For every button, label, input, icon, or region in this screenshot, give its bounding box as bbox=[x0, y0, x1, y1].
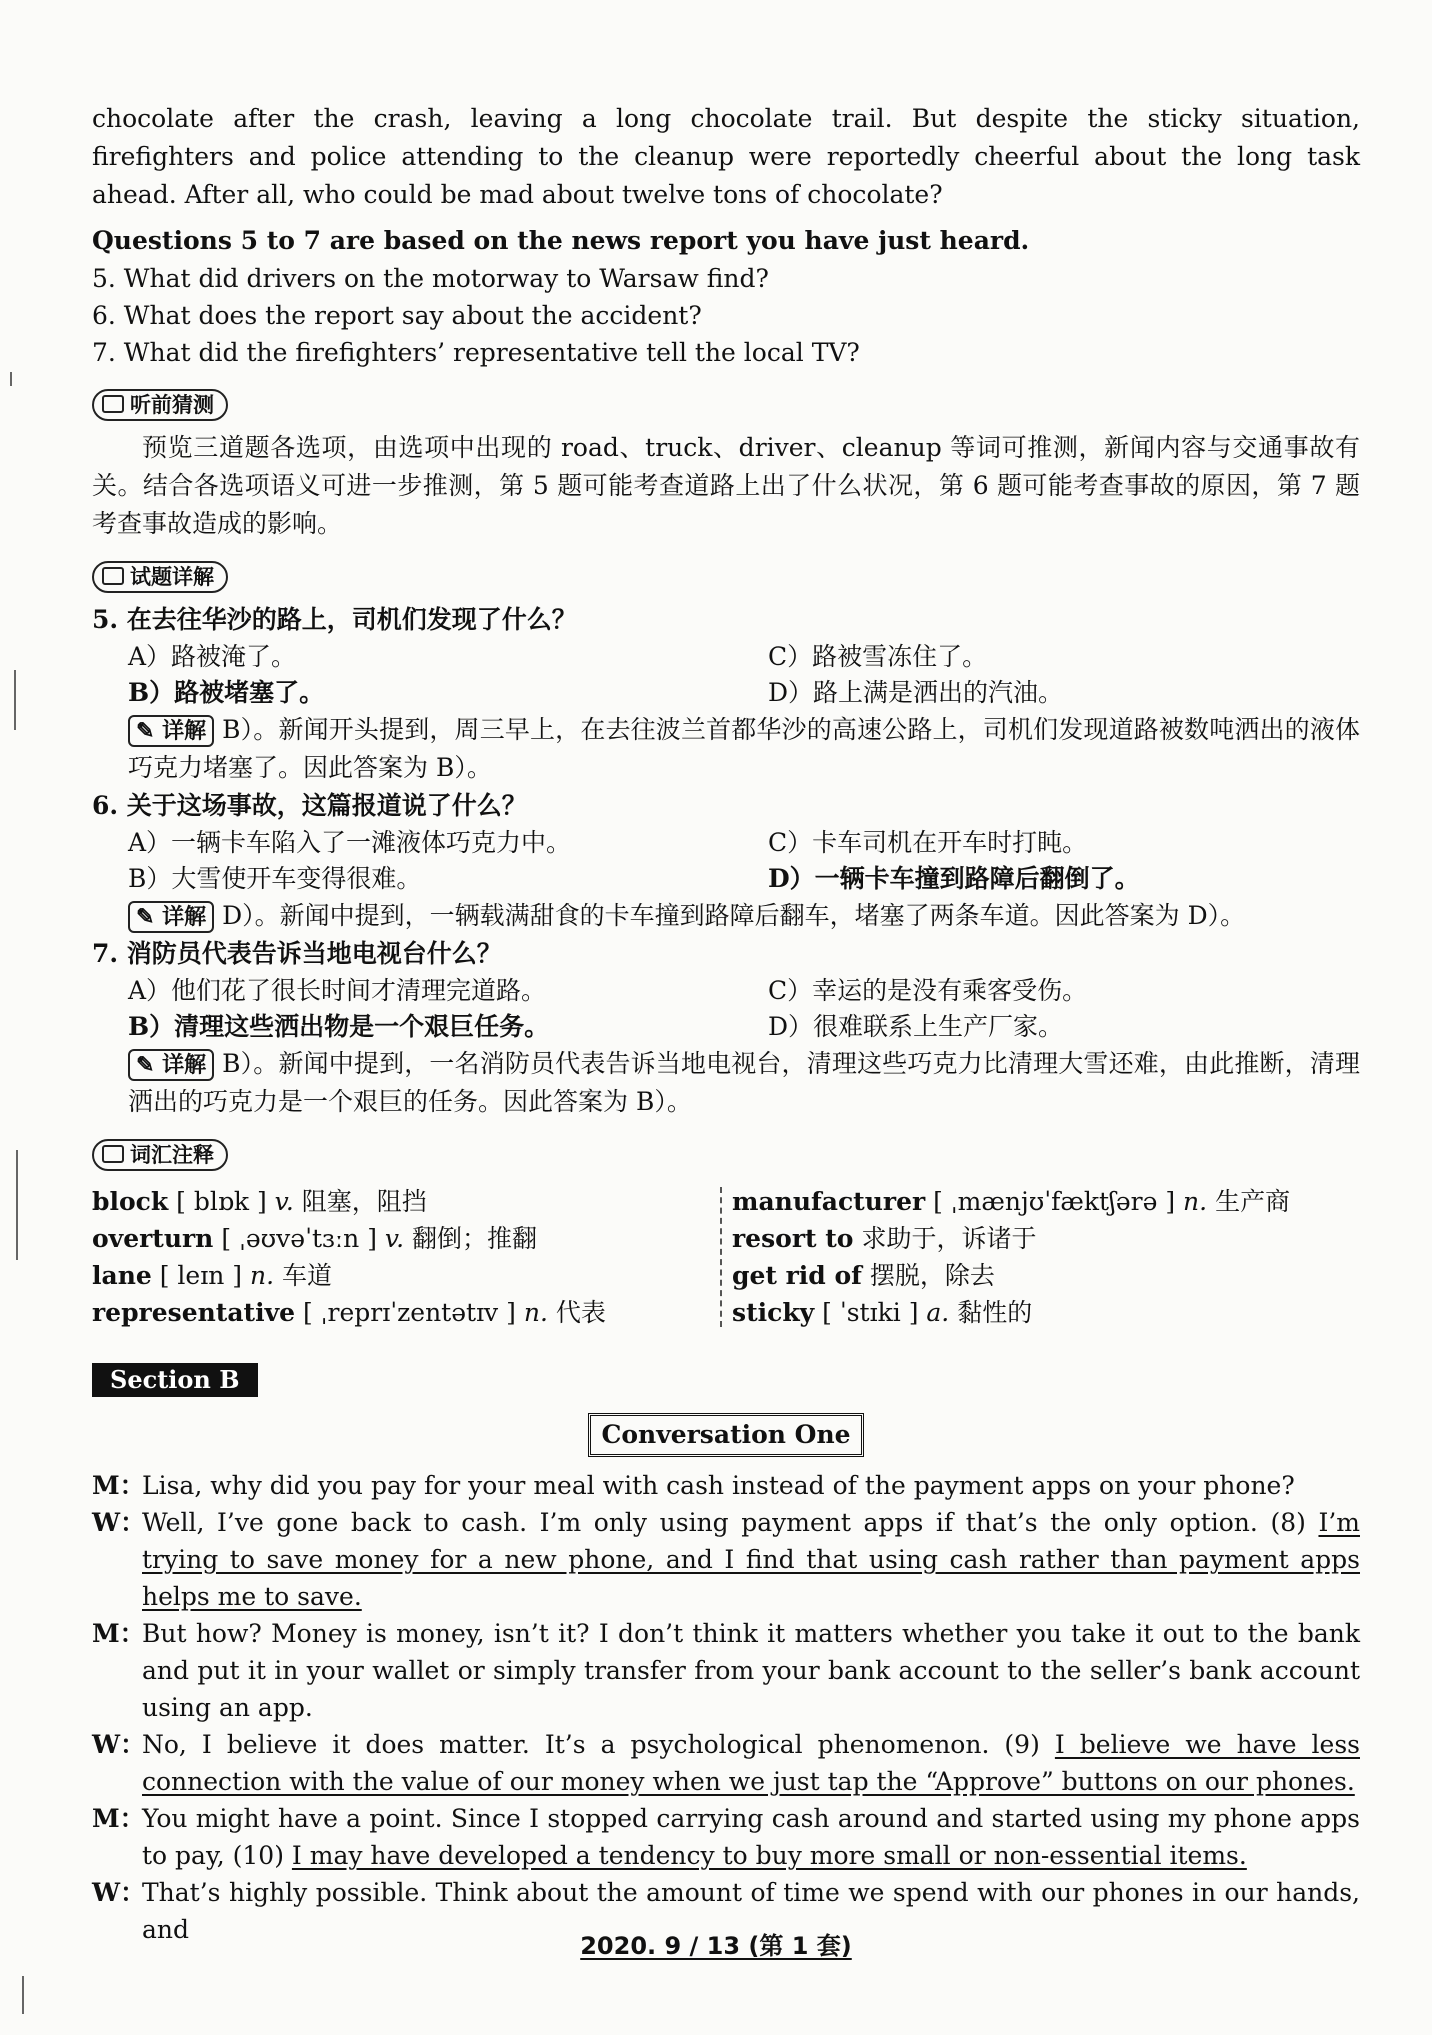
prelisten-text: 预览三道题各选项，由选项中出现的 road、truck、driver、cleanup 等词可推测，新闻内容与交通事故有关。结合各选项语义可进一步推测，第 5 题可能考查道路上出了什么状况，第 6 题可能考查事故的原因，第 7 题考查事故造成的影响。 bbox=[92, 433, 1360, 538]
item-7-option-d: D）很难联系上生产厂家。 bbox=[768, 1012, 1064, 1041]
item-7-explanation: ✎ 详解 B）。新闻中提到，一名消防员代表告诉当地电视台，清理这些巧克力比清理大雪还难，由此推断，清理洒出的巧克力是一个艰巨的任务。因此答案为 B）。 bbox=[128, 1049, 1360, 1116]
questions-header: Questions 5 to 7 are based on the news report you have just heard. bbox=[92, 226, 1030, 255]
question-6: 6. What does the report say about the accident? bbox=[92, 301, 702, 330]
vocab-entry: get rid of 摆脱，除去 bbox=[732, 1261, 995, 1290]
vocab-entry: sticky [ ˈstɪki ] a. 黏性的 bbox=[732, 1298, 1033, 1327]
item-7-option-a: A）他们花了很长时间才清理完道路。 bbox=[128, 976, 547, 1005]
prelisten-tag: 听前猜测 bbox=[92, 389, 228, 421]
conversation-header bbox=[92, 1413, 1360, 1457]
item-6-question: 6. 关于这场事故，这篇报道说了什么？ bbox=[92, 791, 527, 820]
item-5-option-d: D）路上满是洒出的汽油。 bbox=[768, 678, 1064, 707]
dialogue-line: M： But how? Money is money, isn’t it? I don’t think it matters whether you take it out to the bank and put it in your wallet or simply transfer from your bank account to the seller’s bank account using an app. bbox=[92, 1619, 1360, 1722]
dialogue-line: W： Well, I’ve gone back to cash. I’m only using payment apps if that’s the only option. (8) I’m trying to save money for a new phone, and I find that using cash rather than payment apps helps me to save. bbox=[92, 1508, 1360, 1611]
item-7-question: 7. 消防员代表告诉当地电视台什么？ bbox=[92, 939, 502, 968]
answer-underline: I’m trying to save money for a new phone, and I find that using cash rather than payment apps helps me to save. bbox=[142, 1508, 1360, 1611]
answer-underline: I may have developed a tendency to buy more small or non-essential items. bbox=[291, 1841, 1247, 1870]
item-6-option-b: B）大雪使开车变得很难。 bbox=[128, 864, 422, 893]
item-5-option-c: C）路被雪冻住了。 bbox=[768, 642, 988, 671]
vocab-entry: representative [ ˌreprɪˈzentətɪv ] n. 代表 bbox=[92, 1298, 606, 1327]
question-5: 5. What did drivers on the motorway to Warsaw find? bbox=[92, 264, 769, 293]
item-5-question: 5. 在去往华沙的路上，司机们发现了什么？ bbox=[92, 605, 577, 634]
margin-mark bbox=[14, 670, 16, 730]
explain-badge: ✎ 详解 bbox=[128, 715, 214, 747]
vocab-entry: lane [ leɪn ] n. 车道 bbox=[92, 1261, 333, 1290]
vocab-right bbox=[732, 1183, 1332, 1331]
item-6-option-a: A）一辆卡车陷入了一滩液体巧克力中。 bbox=[128, 828, 572, 857]
explain-badge: ✎ 详解 bbox=[128, 1049, 214, 1081]
vocab-entry: block [ blɒk ] v. 阻塞，阻挡 bbox=[92, 1187, 427, 1216]
passage-tail: chocolate after the crash, leaving a long chocolate trail. But despite the sticky situation, firefighters and police attending to the cleanup were reportedly cheerful about the long task ahead. After all, who could be mad about twelve tons of chocolate? bbox=[92, 104, 1360, 209]
explain-badge: ✎ 详解 bbox=[128, 901, 214, 933]
book-icon bbox=[102, 1145, 124, 1163]
item-7-option-b: B）清理这些洒出物是一个艰巨任务。 bbox=[128, 1012, 550, 1041]
dialogue-line: M： You might have a point. Since I stopped carrying cash around and started using my phone apps to pay, (10) I may have developed a tendency to buy more small or non-essential items. bbox=[92, 1804, 1360, 1870]
margin-mark bbox=[10, 372, 12, 386]
conversation-title: Conversation One bbox=[588, 1413, 863, 1457]
margin-mark bbox=[22, 1976, 24, 2014]
dialogue-line: W： That’s highly possible. Think about the amount of time we spend with our phones in our hands, and bbox=[92, 1878, 1360, 1944]
vocab-entry: manufacturer [ ˌmænjʊˈfæktʃərə ] n. 生产商 bbox=[732, 1187, 1291, 1216]
item-5-explanation: ✎ 详解 B）。新闻开头提到，周三早上，在去往波兰首都华沙的高速公路上，司机们发现道路被数吨洒出的液体巧克力堵塞了。因此答案为 B）。 bbox=[128, 715, 1360, 782]
vocab-list bbox=[92, 1183, 1360, 1331]
section-label: Section B bbox=[92, 1363, 258, 1397]
vocab-divider bbox=[720, 1187, 722, 1327]
vocab-entry: overturn [ ˌəʊvəˈtɜːn ] v. 翻倒；推翻 bbox=[92, 1224, 537, 1253]
answer-underline: I believe we have less connection with the value of our money when we just tap the “Approve” buttons on our phones. bbox=[142, 1730, 1360, 1796]
item-7-option-c: C）幸运的是没有乘客受伤。 bbox=[768, 976, 1088, 1005]
headphone-icon bbox=[102, 395, 124, 413]
dialogue bbox=[92, 1467, 1360, 1948]
margin-mark bbox=[16, 1150, 18, 1260]
dialogue-line: W： No, I believe it does matter. It’s a psychological phenomenon. (9) I believe we have less connection with the value of our money when we just tap the “Approve” buttons on our phones. bbox=[92, 1730, 1360, 1796]
item-6-explanation: ✎ 详解 D）。新闻中提到，一辆载满甜食的卡车撞到路障后翻车，堵塞了两条车道。因此答案为 D）。 bbox=[128, 897, 1360, 935]
dialogue-line: M： Lisa, why did you pay for your meal with cash instead of the payment apps on your phone? bbox=[92, 1471, 1295, 1500]
item-6-options bbox=[128, 825, 1360, 897]
item-7-options bbox=[128, 973, 1360, 1045]
item-6-option-c: C）卡车司机在开车时打盹。 bbox=[768, 828, 1088, 857]
item-5-options bbox=[128, 639, 1360, 711]
item-5-option-a: A）路被淹了。 bbox=[128, 642, 297, 671]
vocab-entry: resort to 求助于，诉诸于 bbox=[732, 1224, 1037, 1253]
page-content bbox=[92, 100, 1360, 1948]
question-7: 7. What did the firefighters’ representative tell the local TV? bbox=[92, 338, 860, 367]
vocab-left bbox=[92, 1183, 732, 1331]
vocab-tag: 词汇注释 bbox=[92, 1139, 228, 1171]
detail-tag: 试题详解 bbox=[92, 561, 228, 593]
item-5-option-b: B）路被堵塞了。 bbox=[128, 678, 325, 707]
page-footer: 2020. 9 / 13 (第 1 套) bbox=[580, 1932, 852, 1960]
document-icon bbox=[102, 567, 124, 585]
item-6-option-d: D）一辆卡车撞到路障后翻倒了。 bbox=[768, 864, 1140, 893]
